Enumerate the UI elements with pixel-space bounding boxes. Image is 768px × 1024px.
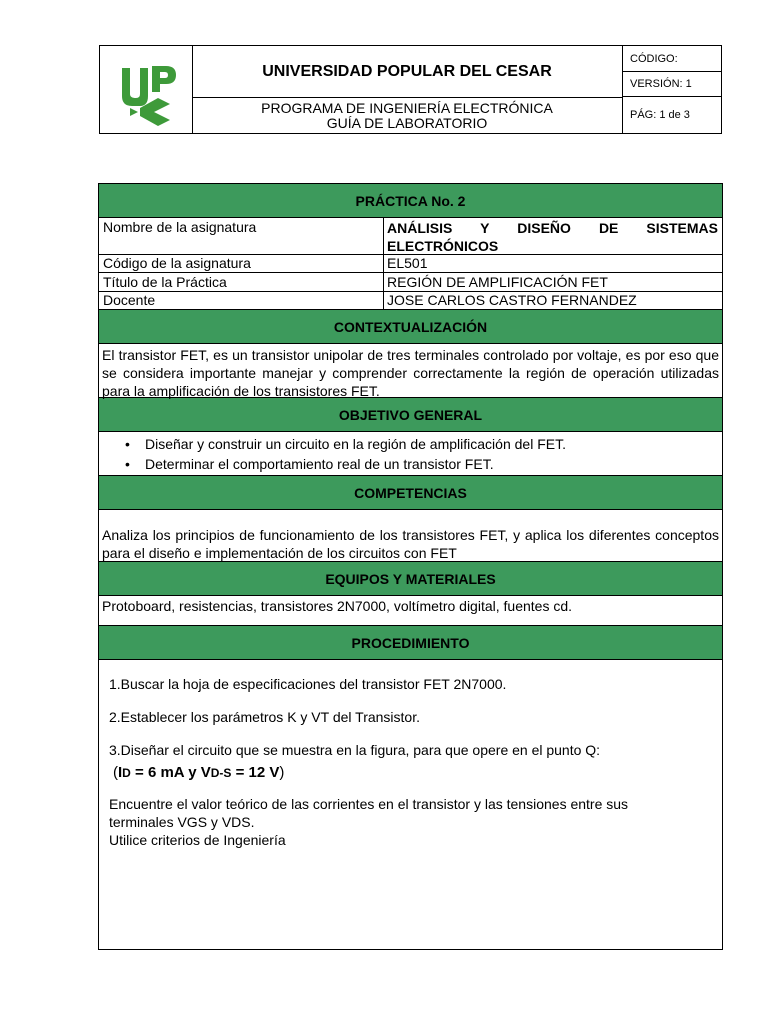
list-item: • Determinar el comportamiento real de un transistor FET.	[145, 454, 722, 474]
table-row	[99, 273, 722, 292]
competencies-text: Analiza los principios de funcionamiento de los transistores FET, y aplica los diferentes conceptos para el diseño e implementación de los circuitos con FET	[99, 510, 722, 562]
document-header	[99, 45, 722, 134]
doc-control	[623, 46, 721, 133]
row-key: Título de la Práctica	[99, 273, 384, 291]
objective-list	[99, 432, 722, 474]
guide-type: GUÍA DE LABORATORIO	[326, 114, 488, 131]
code-label: CÓDIGO:	[623, 46, 721, 72]
version-label: VERSIÓN: 1	[623, 72, 721, 97]
procedure-step-2: 2.Establecer los parámetros K y VT del Transistor.	[109, 709, 420, 725]
table-row	[99, 255, 722, 273]
program-name: PROGRAMA DE INGENIERÍA ELECTRÓNICA	[261, 99, 553, 116]
section-heading-objective: OBJETIVO GENERAL	[99, 398, 722, 432]
procedure-note-2: Utilice criterios de Ingeniería	[109, 832, 286, 848]
section-heading-equipment: EQUIPOS Y MATERIALES	[99, 562, 722, 596]
q-point: (ID = 6 mA y VD-S = 12 V)	[113, 764, 285, 781]
equipment-text: Protoboard, resistencias, transistores 2N7000, voltímetro digital, fuentes cd.	[99, 596, 722, 626]
procedure-step-3: 3.Diseñar el circuito que se muestra en la figura, para que opere en el punto Q:	[109, 742, 601, 758]
university-logo	[100, 46, 192, 133]
row-value: EL501	[387, 255, 428, 271]
practice-title: PRÁCTICA No. 2	[99, 184, 722, 218]
row-value: ANÁLISIS Y DISEÑO DE SISTEMAS ELECTRÓNICOS	[387, 220, 718, 254]
row-key: Docente	[99, 292, 384, 309]
list-item: • Diseñar y construir un circuito en la región de amplificación del FET.	[145, 434, 722, 454]
row-value: REGIÓN DE AMPLIFICACIÓN FET	[387, 274, 608, 290]
row-value: JOSE CARLOS CASTRO FERNANDEZ	[387, 292, 637, 308]
practice-table	[98, 183, 723, 950]
procedure-step-1: 1.Buscar la hoja de especificaciones del transistor FET 2N7000.	[109, 676, 507, 692]
table-row	[99, 218, 722, 255]
procedure-body	[99, 660, 722, 949]
context-text: El transistor FET, es un transistor unipolar de tres terminales controlado por voltaje, es por eso que se considera importante manejar y comprender correctamente la región de operación utilizadas para la amplificación de los transistores FET.	[99, 344, 722, 398]
section-heading-procedure: PROCEDIMIENTO	[99, 626, 722, 660]
row-key: Código de la asignatura	[99, 255, 384, 272]
procedure-note: Encuentre el valor teórico de las corrientes en el transistor y las tensiones entre sus terminales VGS y VDS.	[109, 796, 629, 830]
university-name: UNIVERSIDAD POPULAR DEL CESAR	[192, 46, 622, 98]
table-row	[99, 292, 722, 310]
row-key: Nombre de la asignatura	[99, 218, 384, 254]
logo-cell	[100, 46, 193, 133]
section-heading-context: CONTEXTUALIZACIÓN	[99, 310, 722, 344]
page-label: PÁG: 1 de 3	[630, 109, 690, 121]
section-heading-competencies: COMPETENCIAS	[99, 476, 722, 510]
